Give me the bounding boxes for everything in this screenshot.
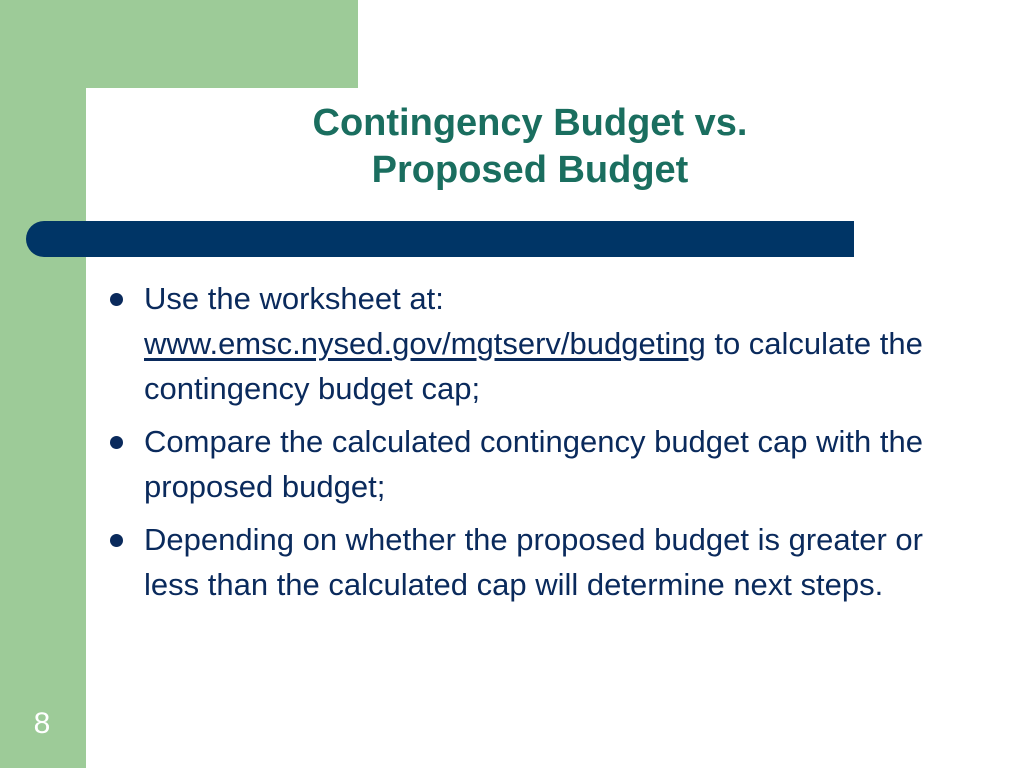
bullet-item-next-steps	[108, 517, 938, 607]
green-side-band	[0, 0, 86, 768]
bullet-text: Depending on whether the proposed budget is greater or less than the calculated cap will determine next steps.	[144, 522, 923, 602]
page-number: 8	[33, 707, 51, 740]
bullet-item-compare	[108, 419, 938, 509]
bullet-item-worksheet	[108, 276, 938, 411]
bullet-text-before-link: Use the worksheet at:	[144, 281, 444, 316]
bullet-dot-icon	[110, 534, 123, 547]
slide-title	[200, 100, 860, 194]
bullet-text: Compare the calculated contingency budget cap with the proposed budget;	[144, 424, 923, 504]
green-top-band	[0, 0, 358, 88]
title-line-2: Proposed Budget	[371, 149, 689, 191]
bullet-dot-icon	[110, 293, 123, 306]
bullet-list	[108, 276, 938, 615]
title-divider-bar	[26, 221, 854, 257]
title-line-1: Contingency Budget vs.	[312, 102, 748, 144]
bullet-text-after-link: to calculate the contingency budget cap;	[144, 326, 923, 406]
bullet-dot-icon	[110, 436, 123, 449]
worksheet-link[interactable]: www.emsc.nysed.gov/mgtserv/budgeting	[144, 326, 706, 361]
